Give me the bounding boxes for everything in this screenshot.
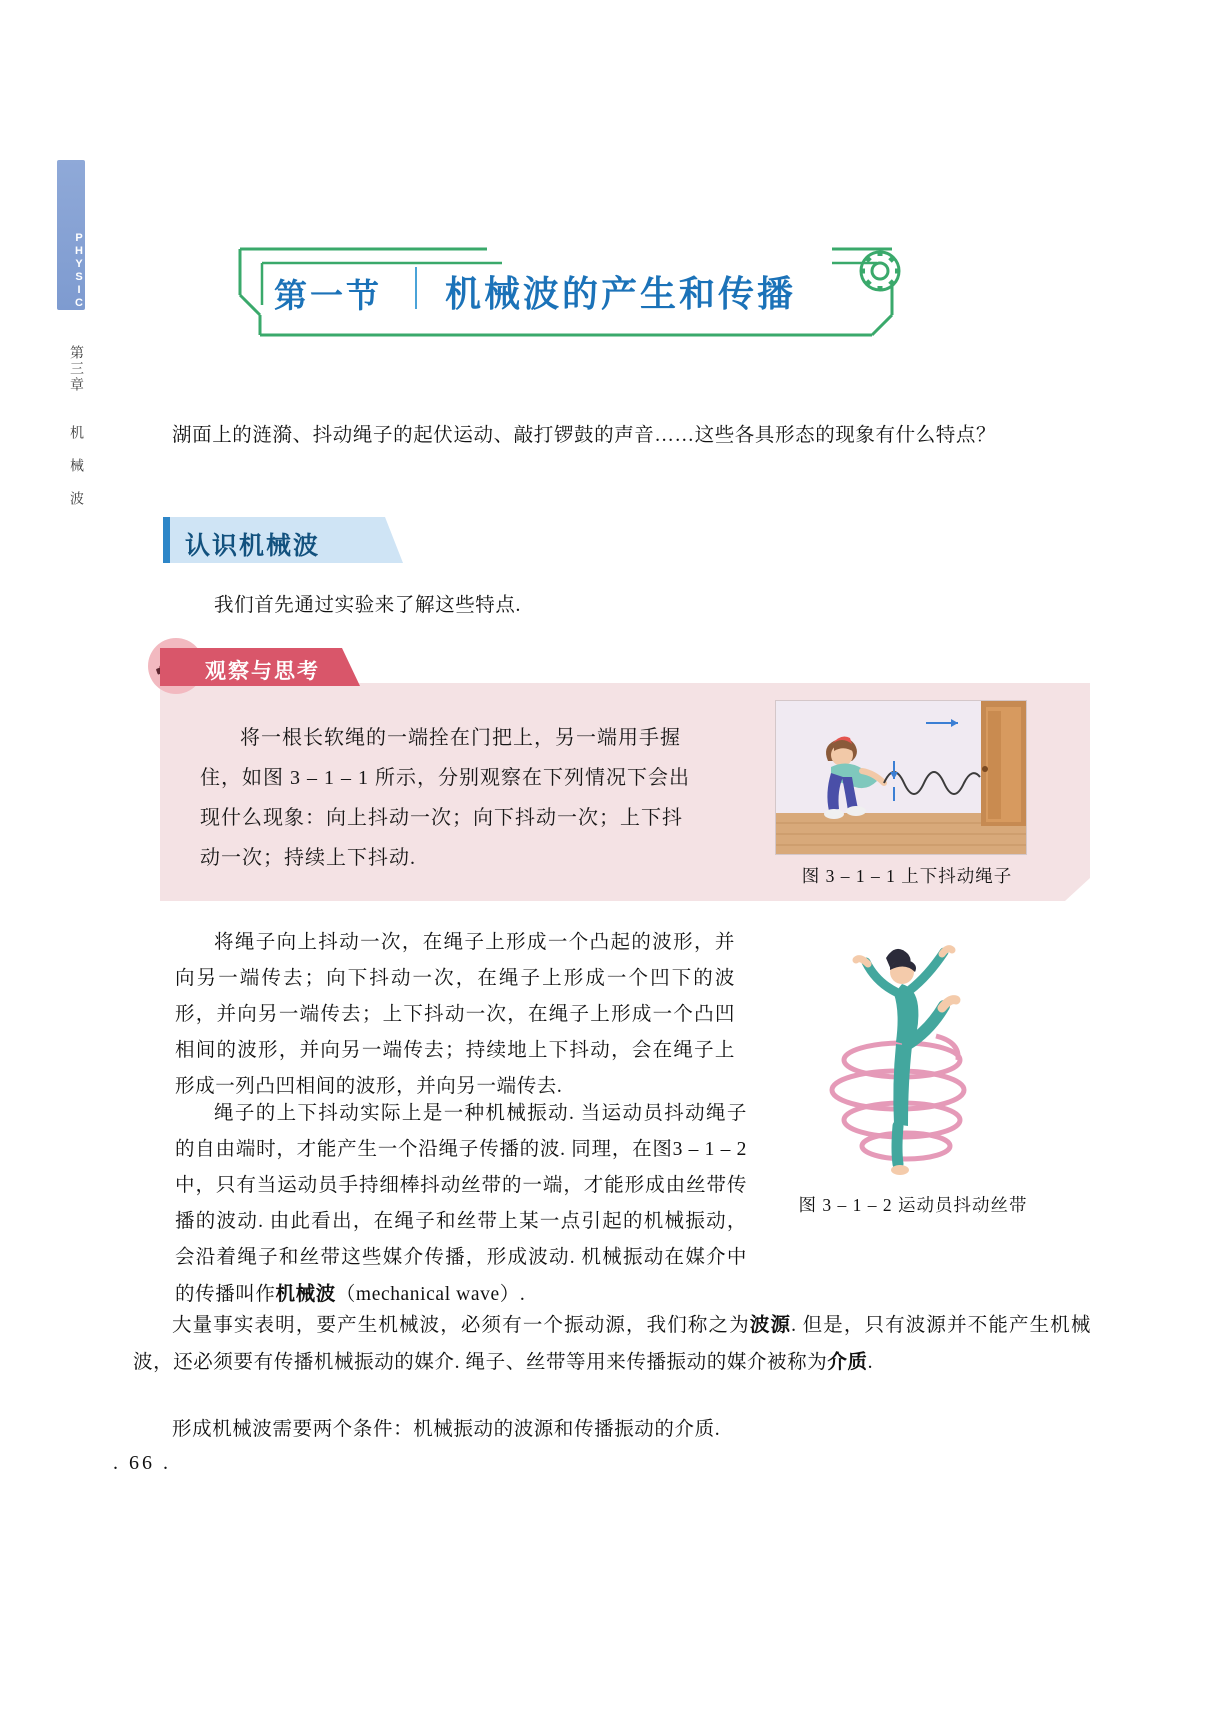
observation-text: 将一根长软绳的一端拴在门把上，另一端用手握住，如图 3 – 1 – 1 所示，分别观察在下列情况下会出现什么现象：向上抖动一次；向下抖动一次；上下抖动一次；持续上下抖动. — [200, 727, 690, 869]
figure-2-image — [790, 920, 1040, 1200]
subsection-heading — [163, 517, 403, 563]
banner-divider — [415, 267, 417, 309]
body-paragraph-2-text: 绳子的上下抖动实际上是一种机械振动. 当运动员抖动绳子的自由端时，才能产生一个沿绳子传播的波. 同理，在图3 – 1 – 2 中，只有当运动员手持细棒抖动丝带的一端，才能形成由丝带传播的波动. 由此看出，在绳子和丝带上某一点引起的机械振动，会沿着绳子和丝带这些媒介传播，形成波动. 机械振动在媒介中的传播叫作 — [175, 1103, 747, 1305]
figure-2-illustration — [790, 920, 1040, 1200]
body-paragraph-3 — [133, 1307, 1091, 1381]
page-title: 机械波的产生和传播 — [445, 273, 797, 314]
keyword-mechanical-wave: 机械波 — [275, 1283, 336, 1305]
figure-1-image — [775, 700, 1027, 855]
body-paragraph-4: 形成机械波需要两个条件：机械振动的波源和传播振动的介质. — [172, 1419, 721, 1440]
section-number: 第一节 — [274, 277, 382, 314]
figure-1-illustration — [776, 701, 1026, 854]
sidebar-chapter-topic: 机 械 波 — [68, 425, 83, 507]
subsection-heading-accent — [163, 517, 170, 563]
figure-2-caption: 图 3 – 1 – 2 运动员抖动丝带 — [798, 1195, 1028, 1215]
body-paragraph-3-text1: 大量事实表明，要产生机械波，必须有一个振动源，我们称之为 — [172, 1315, 750, 1336]
lead-paragraph: 我们首先通过实验来了解这些特点. — [214, 595, 521, 616]
body-paragraph-3-text3: . — [867, 1352, 874, 1373]
body-paragraph-3-text2: . 但是，只有波源并不能产生机械波，还必须要有传播机械振动的媒介. 绳子、丝带等用来传播振动的媒介被称为 — [133, 1315, 1091, 1373]
figure-1-caption: 图 3 – 1 – 1 上下抖动绳子 — [801, 866, 1013, 886]
keyword-medium: 介质 — [827, 1351, 868, 1373]
section-banner — [232, 243, 922, 343]
body-paragraph-2 — [175, 1096, 747, 1313]
page-number: . 66 . — [113, 1452, 171, 1474]
body-paragraph-1: 将绳子向上抖动一次，在绳子上形成一个凸起的波形，并向另一端传去；向下抖动一次，在绳子上形成一个凹下的波形，并向另一端传去；上下抖动一次，在绳子上形成一个凸凹相间的波形，并向另一端传去；持续地上下抖动，会在绳子上形成一列凸凹相间的波形，并向另一端传去. — [175, 932, 735, 1097]
keyword-wave-source: 波源 — [749, 1314, 792, 1336]
subsection-heading-label: 认识机械波 — [185, 532, 321, 560]
observation-tag-label: 观察与思考 — [205, 660, 320, 683]
body-paragraph-2-tail: （mechanical wave）. — [335, 1284, 526, 1305]
sidebar-chapter-number: 第三章 — [68, 345, 83, 393]
intro-paragraph: 湖面上的涟漪、抖动绳子的起伏运动、敲打锣鼓的声音……这些各具形态的现象有什么特点？ — [172, 425, 997, 446]
sidebar-subject-label: PHYSICS — [73, 232, 85, 323]
